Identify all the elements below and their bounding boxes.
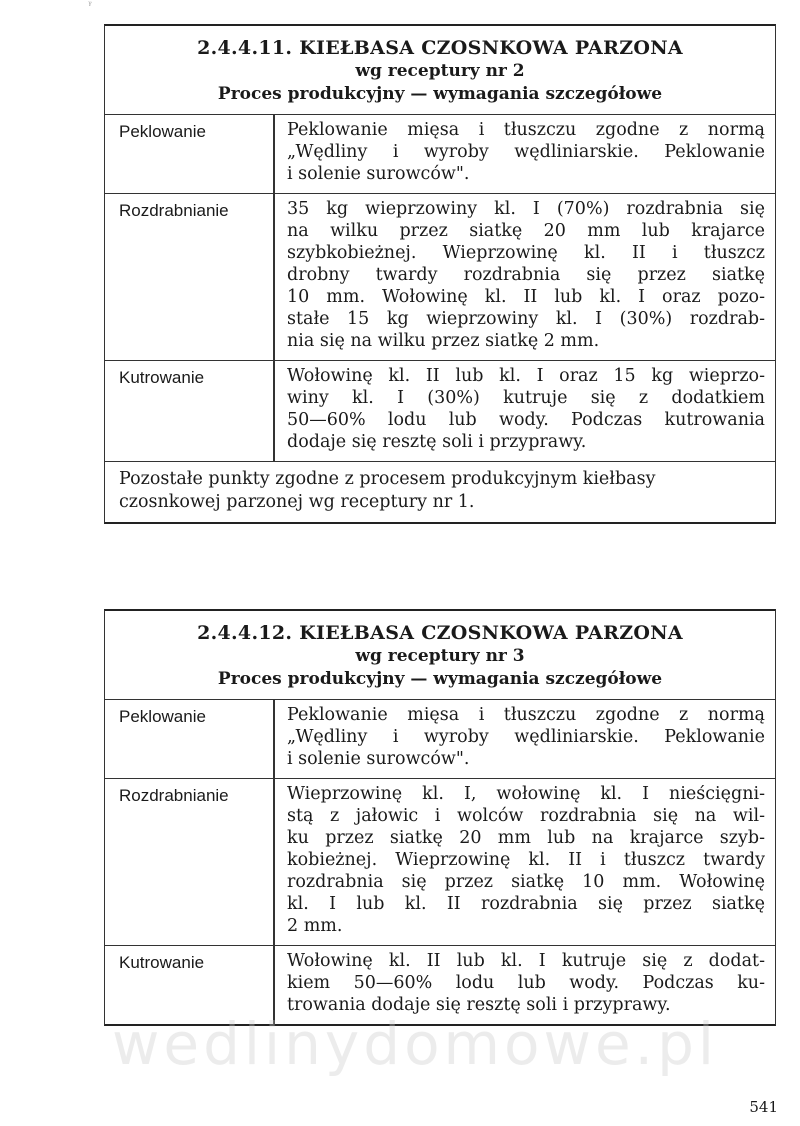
- row-label: Kutrowanie: [105, 946, 275, 1024]
- text-line: stą z jałowic i wolców rozdrabnia się na wil-: [287, 806, 765, 826]
- table-row: [105, 194, 775, 361]
- row-label: Rozdrabnianie: [105, 194, 275, 360]
- page-number: 541: [749, 1098, 778, 1116]
- text-line: dodaje się resztę soli i przyprawy.: [287, 432, 587, 452]
- table-row: [105, 361, 775, 462]
- text-line: Wołowinę kl. II lub kl. I kutruje się z dodat-: [287, 951, 765, 971]
- table-row: [105, 700, 775, 779]
- process-subtitle: Proces produkcyjny — wymagania szczegółowe: [217, 84, 663, 104]
- table-note: [105, 462, 775, 522]
- text-line: i solenie surowców".: [287, 164, 470, 184]
- table-row: [105, 115, 775, 194]
- row-label: Peklowanie: [105, 700, 275, 778]
- note-line: czosnkowej parzonej wg receptury nr 1.: [119, 492, 475, 512]
- text-line: kobieżnej. Wieprzowinę kl. II i tłuszcz twardy: [287, 850, 765, 870]
- text-line: Wieprzowinę kl. I, wołowinę kl. I nieścięgni-: [287, 784, 765, 804]
- text-line: kiem 50—60% lodu lub wody. Podczas ku-: [287, 973, 765, 993]
- text-line: drobny twardy rozdrabnia się przez siatkę: [287, 265, 765, 285]
- text-line: rozdrabnia się przez siatkę 10 mm. Wołowinę: [287, 872, 765, 892]
- row-label: Peklowanie: [105, 115, 275, 193]
- text-line: „Wędliny i wyroby wędliniarskie. Peklowanie: [287, 727, 765, 747]
- watermark: wedlinydomowe.pl: [112, 1010, 719, 1078]
- section-title: 2.4.4.12. KIEŁBASA CZOSNKOWA PARZONA: [197, 622, 683, 644]
- row-text: [275, 361, 775, 461]
- recipe-label: wg receptury nr 2: [355, 61, 525, 81]
- text-line: 2 mm.: [287, 916, 343, 936]
- text-line: „Wędliny i wyroby wędliniarskie. Peklowanie: [287, 142, 765, 162]
- text-line: 35 kg wieprzowiny kl. I (70%) rozdrabnia się: [287, 199, 765, 219]
- text-line: Wołowinę kl. II lub kl. I oraz 15 kg wieprzo-: [287, 366, 765, 386]
- note-line: Pozostałe punkty zgodne z procesem produkcyjnym kiełbasy: [119, 469, 656, 489]
- text-line: 10 mm. Wołowinę kl. II lub kl. I oraz pozo-: [287, 287, 765, 307]
- table-header: [105, 611, 775, 700]
- text-line: nia się na wilku przez siatkę 2 mm.: [287, 331, 600, 351]
- scan-mark: ᵞ: [88, 0, 92, 11]
- row-text: [275, 700, 775, 778]
- text-line: winy kl. I (30%) kutruje się z dodatkiem: [287, 388, 765, 408]
- text-line: Peklowanie mięsa i tłuszczu zgodne z normą: [287, 120, 765, 140]
- text-line: ku przez siatkę 20 mm lub na krajarce szyb-: [287, 828, 765, 848]
- table-row: [105, 779, 775, 946]
- section-title: 2.4.4.11. KIEŁBASA CZOSNKOWA PARZONA: [197, 37, 683, 59]
- text-line: trowania dodaje się resztę soli i przyprawy.: [287, 995, 671, 1015]
- table-row: [105, 946, 775, 1024]
- text-line: Peklowanie mięsa i tłuszczu zgodne z normą: [287, 705, 765, 725]
- text-line: kl. I lub kl. II rozdrabnia się przez siatkę: [287, 894, 765, 914]
- text-line: 50—60% lodu lub wody. Podczas kutrowania: [287, 410, 765, 430]
- row-text: [275, 779, 775, 945]
- text-line: szybkobieżnej. Wieprzowinę kl. II i tłuszcz: [287, 243, 765, 263]
- process-subtitle: Proces produkcyjny — wymagania szczegółowe: [217, 669, 663, 689]
- text-line: na wilku przez siatkę 20 mm lub krajarce: [287, 221, 765, 241]
- recipe-label: wg receptury nr 3: [355, 646, 525, 666]
- table-kielbasa-receptura-3: [104, 609, 776, 1026]
- row-text: [275, 194, 775, 360]
- row-text: [275, 115, 775, 193]
- row-label: Kutrowanie: [105, 361, 275, 461]
- text-line: i solenie surowców".: [287, 749, 470, 769]
- table-kielbasa-receptura-2: [104, 24, 776, 524]
- row-label: Rozdrabnianie: [105, 779, 275, 945]
- row-text: [275, 946, 775, 1024]
- table-header: [105, 26, 775, 115]
- text-line: stałe 15 kg wieprzowiny kl. I (30%) rozdrab-: [287, 309, 765, 329]
